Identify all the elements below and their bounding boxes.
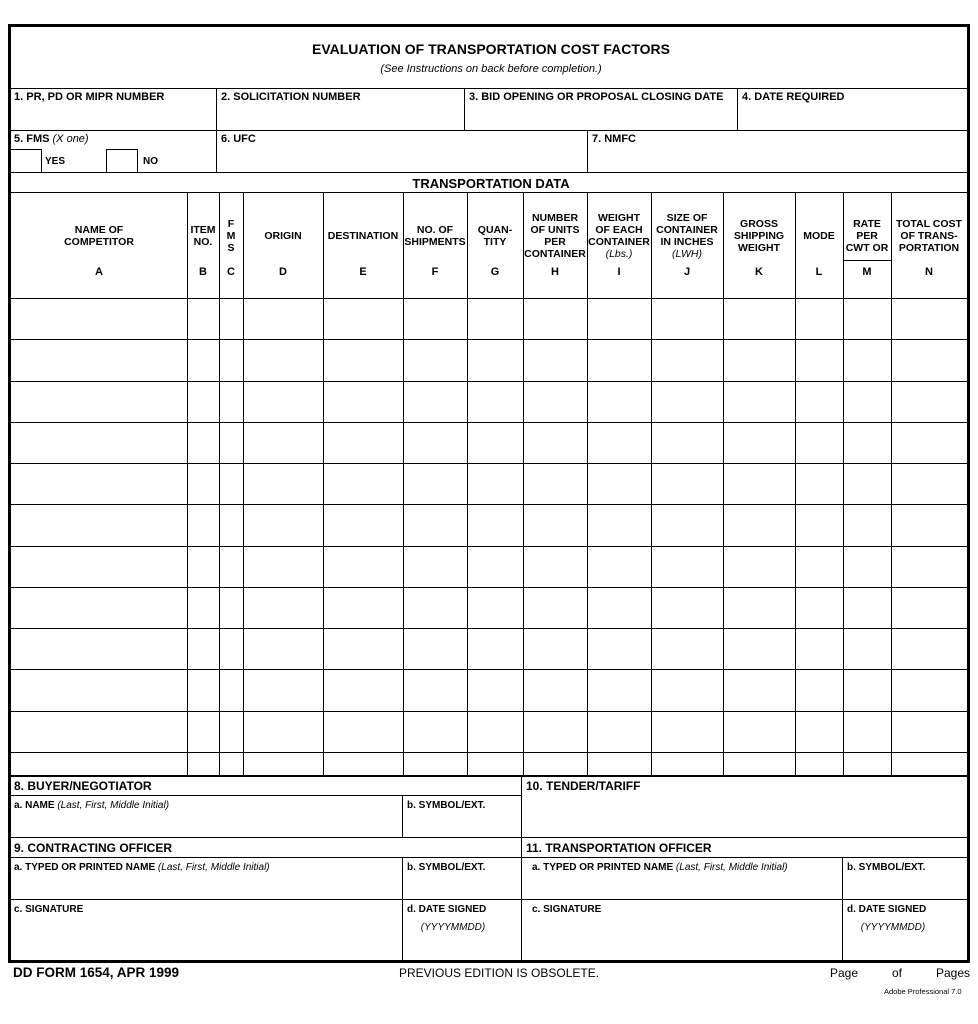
table-cell-j[interactable] bbox=[652, 670, 723, 710]
table-cell-k[interactable] bbox=[724, 505, 795, 545]
column-header-n bbox=[891, 218, 967, 254]
table-cell-j[interactable] bbox=[652, 423, 723, 463]
column-header-line: QUAN- bbox=[477, 224, 513, 236]
table-cell-h[interactable] bbox=[524, 299, 587, 339]
column-header-line: NUMBER bbox=[531, 212, 579, 224]
transport-name-field[interactable] bbox=[522, 875, 842, 899]
column-letter-l: L bbox=[815, 266, 823, 278]
pr-number-field[interactable] bbox=[11, 105, 216, 130]
table-cell-b[interactable] bbox=[188, 670, 219, 710]
transportation-data-table bbox=[11, 192, 967, 775]
section-title: TRANSPORTATION DATA bbox=[412, 176, 570, 191]
contracting-symbol-field[interactable] bbox=[403, 875, 521, 899]
table-cell-j[interactable] bbox=[652, 588, 723, 628]
table-cell-e[interactable] bbox=[324, 464, 403, 504]
column-header-line: WEIGHT bbox=[598, 212, 640, 224]
buyer-symbol-label: b. SYMBOL/EXT. bbox=[407, 800, 486, 811]
table-cell-j[interactable] bbox=[652, 382, 723, 422]
table-cell-b[interactable] bbox=[188, 588, 219, 628]
fms-yes-checkbox[interactable] bbox=[10, 149, 42, 173]
table-cell-a[interactable] bbox=[12, 670, 187, 710]
table-cell-a[interactable] bbox=[12, 464, 187, 504]
column-letter-c: C bbox=[227, 266, 235, 278]
table-cell-b[interactable] bbox=[188, 505, 219, 545]
table-cell-e[interactable] bbox=[324, 547, 403, 587]
table-cell-n[interactable] bbox=[892, 712, 967, 752]
table-cell-d[interactable] bbox=[244, 340, 323, 380]
column-header-line: CONTAINER bbox=[588, 236, 650, 248]
nmfc-field[interactable] bbox=[588, 147, 967, 172]
column-header-line: NO. OF bbox=[416, 224, 454, 236]
pr-number-label: 1. PR, PD OR MIPR NUMBER bbox=[14, 91, 165, 103]
table-cell-l[interactable] bbox=[796, 340, 843, 380]
table-cell-k[interactable] bbox=[724, 547, 795, 587]
transport-date-label: d. DATE SIGNED bbox=[847, 904, 927, 915]
column-letter-a: A bbox=[95, 266, 103, 278]
column-header-line: PER bbox=[856, 230, 878, 242]
table-cell-m[interactable] bbox=[844, 588, 891, 628]
column-header-c bbox=[219, 218, 243, 254]
table-cell-n[interactable] bbox=[892, 464, 967, 504]
table-cell-m[interactable] bbox=[844, 670, 891, 710]
table-cell-i[interactable] bbox=[588, 588, 651, 628]
column-header-line: S bbox=[227, 242, 235, 254]
table-cell-k[interactable] bbox=[724, 382, 795, 422]
column-letter-e: E bbox=[359, 266, 367, 278]
ufc-label: 6. UFC bbox=[221, 133, 256, 145]
table-cell-j[interactable] bbox=[652, 464, 723, 504]
table-cell-a[interactable] bbox=[12, 423, 187, 463]
table-cell-c[interactable] bbox=[220, 712, 243, 752]
table-cell-n[interactable] bbox=[892, 588, 967, 628]
tender-field[interactable] bbox=[522, 795, 967, 837]
edition-note: PREVIOUS EDITION IS OBSOLETE. bbox=[399, 966, 600, 980]
column-header-line: CONTAINER bbox=[656, 224, 718, 236]
table-cell-g[interactable] bbox=[468, 629, 523, 669]
column-header-line: RATE bbox=[853, 218, 881, 230]
buyer-name-label-text: a. NAME bbox=[14, 800, 55, 811]
table-cell-l[interactable] bbox=[796, 505, 843, 545]
column-header-l bbox=[795, 230, 843, 242]
column-header-line: M bbox=[226, 230, 236, 242]
column-letter-h: H bbox=[551, 266, 559, 278]
table-cell-l[interactable] bbox=[796, 588, 843, 628]
table-cell-j[interactable] bbox=[652, 299, 723, 339]
table-cell-f[interactable] bbox=[404, 299, 467, 339]
table-cell-i[interactable] bbox=[588, 712, 651, 752]
fms-yes-label: YES bbox=[45, 156, 66, 167]
contracting-name-field[interactable] bbox=[11, 875, 402, 899]
transport-date-field[interactable] bbox=[843, 937, 967, 962]
table-cell-d[interactable] bbox=[244, 670, 323, 710]
table-cell-m[interactable] bbox=[844, 712, 891, 752]
fms-label bbox=[14, 133, 89, 146]
transport-signature-label: c. SIGNATURE bbox=[532, 904, 602, 915]
table-cell-g[interactable] bbox=[468, 670, 523, 710]
table-cell-l[interactable] bbox=[796, 712, 843, 752]
column-header-k bbox=[723, 218, 795, 254]
buyer-symbol-field[interactable] bbox=[403, 813, 521, 837]
column-letter-d: D bbox=[279, 266, 287, 278]
table-cell-k[interactable] bbox=[724, 629, 795, 669]
table-cell-b[interactable] bbox=[188, 382, 219, 422]
table-cell-n[interactable] bbox=[892, 382, 967, 422]
transport-date-format: (YYYYMMDD) bbox=[860, 922, 926, 933]
software-note: Adobe Professional 7.0 bbox=[884, 987, 962, 996]
table-cell-d[interactable] bbox=[244, 382, 323, 422]
table-cell-h[interactable] bbox=[524, 340, 587, 380]
table-cell-e[interactable] bbox=[324, 423, 403, 463]
form-subtitle: (See Instructions on back before completion.) bbox=[380, 63, 602, 75]
column-header-line: SIZE OF bbox=[666, 212, 708, 224]
column-letter-n: N bbox=[925, 266, 933, 278]
column-header-line: ITEM bbox=[190, 224, 216, 236]
column-header-line: OF EACH bbox=[595, 224, 643, 236]
column-header-a bbox=[11, 224, 187, 248]
column-header-line: CONTAINER bbox=[524, 248, 586, 260]
table-cell-a[interactable] bbox=[12, 712, 187, 752]
table-cell-f[interactable] bbox=[404, 670, 467, 710]
column-header-m bbox=[843, 218, 891, 254]
table-cell-h[interactable] bbox=[524, 423, 587, 463]
bid-opening-label: 3. BID OPENING OR PROPOSAL CLOSING DATE bbox=[469, 91, 724, 103]
table-cell-g[interactable] bbox=[468, 423, 523, 463]
table-cell-c[interactable] bbox=[220, 423, 243, 463]
table-cell-n[interactable] bbox=[892, 753, 967, 793]
column-header-i bbox=[587, 212, 651, 260]
table-cell-c[interactable] bbox=[220, 340, 243, 380]
table-cell-d[interactable] bbox=[244, 712, 323, 752]
table-cell-k[interactable] bbox=[724, 670, 795, 710]
column-header-line: NO. bbox=[193, 236, 213, 248]
table-cell-b[interactable] bbox=[188, 299, 219, 339]
table-cell-c[interactable] bbox=[220, 464, 243, 504]
table-cell-e[interactable] bbox=[324, 299, 403, 339]
column-header-line: ORIGIN bbox=[264, 230, 302, 242]
column-header-line: F bbox=[227, 218, 235, 230]
pages-label: Pages bbox=[936, 966, 971, 980]
column-header-line: PORTATION bbox=[898, 242, 960, 254]
table-cell-e[interactable] bbox=[324, 712, 403, 752]
table-cell-e[interactable] bbox=[324, 629, 403, 669]
table-cell-l[interactable] bbox=[796, 423, 843, 463]
table-cell-g[interactable] bbox=[468, 588, 523, 628]
table-cell-j[interactable] bbox=[652, 753, 723, 793]
table-cell-i[interactable] bbox=[588, 670, 651, 710]
column-header-line: SHIPPING bbox=[733, 230, 785, 242]
table-cell-m[interactable] bbox=[844, 340, 891, 380]
table-cell-n[interactable] bbox=[892, 423, 967, 463]
column-header-line: PER bbox=[544, 236, 566, 248]
column-letter-b: B bbox=[199, 266, 207, 278]
column-letter-i: I bbox=[617, 266, 621, 278]
table-cell-j[interactable] bbox=[652, 629, 723, 669]
solicitation-number-label: 2. SOLICITATION NUMBER bbox=[221, 91, 361, 103]
table-cell-g[interactable] bbox=[468, 712, 523, 752]
table-cell-g[interactable] bbox=[468, 464, 523, 504]
table-cell-h[interactable] bbox=[524, 712, 587, 752]
contracting-date-format: (YYYYMMDD) bbox=[420, 922, 486, 933]
table-cell-j[interactable] bbox=[652, 712, 723, 752]
table-cell-c[interactable] bbox=[220, 299, 243, 339]
table-cell-f[interactable] bbox=[404, 423, 467, 463]
table-cell-k[interactable] bbox=[724, 340, 795, 380]
table-cell-e[interactable] bbox=[324, 670, 403, 710]
table-cell-j[interactable] bbox=[652, 340, 723, 380]
table-cell-k[interactable] bbox=[724, 423, 795, 463]
transport-name-label-text: a. TYPED OR PRINTED NAME bbox=[532, 862, 674, 873]
column-header-f bbox=[403, 224, 467, 248]
table-cell-b[interactable] bbox=[188, 753, 219, 793]
table-cell-l[interactable] bbox=[796, 629, 843, 669]
transport-name-note: (Last, First, Middle Initial) bbox=[675, 862, 788, 873]
table-cell-g[interactable] bbox=[468, 299, 523, 339]
table-cell-d[interactable] bbox=[244, 629, 323, 669]
table-cell-h[interactable] bbox=[524, 464, 587, 504]
buyer-name-label bbox=[14, 799, 169, 812]
table-cell-i[interactable] bbox=[588, 505, 651, 545]
table-cell-a[interactable] bbox=[12, 505, 187, 545]
table-cell-f[interactable] bbox=[404, 629, 467, 669]
table-cell-g[interactable] bbox=[468, 505, 523, 545]
contracting-name-label-text: a. TYPED OR PRINTED NAME bbox=[14, 862, 156, 873]
nmfc-label: 7. NMFC bbox=[592, 133, 636, 145]
table-cell-e[interactable] bbox=[324, 588, 403, 628]
contracting-symbol-label: b. SYMBOL/EXT. bbox=[407, 862, 486, 873]
table-cell-n[interactable] bbox=[892, 547, 967, 587]
table-cell-h[interactable] bbox=[524, 629, 587, 669]
table-cell-c[interactable] bbox=[220, 629, 243, 669]
table-cell-n[interactable] bbox=[892, 299, 967, 339]
buyer-name-field[interactable] bbox=[11, 813, 402, 837]
contracting-signature-field[interactable] bbox=[11, 917, 402, 962]
table-cell-h[interactable] bbox=[524, 547, 587, 587]
fms-no-label: NO bbox=[143, 156, 158, 167]
table-cell-h[interactable] bbox=[524, 588, 587, 628]
column-header-line: GROSS bbox=[740, 218, 778, 230]
transport-name-label bbox=[532, 861, 788, 874]
table-cell-a[interactable] bbox=[12, 629, 187, 669]
contracting-date-field[interactable] bbox=[403, 937, 521, 962]
table-cell-b[interactable] bbox=[188, 423, 219, 463]
table-cell-l[interactable] bbox=[796, 753, 843, 793]
column-letter-k: K bbox=[755, 266, 763, 278]
table-cell-e[interactable] bbox=[324, 753, 403, 793]
fms-no-checkbox[interactable] bbox=[106, 149, 138, 173]
table-cell-m[interactable] bbox=[844, 629, 891, 669]
column-letter-f: F bbox=[431, 266, 439, 278]
column-header-line: TOTAL COST bbox=[896, 218, 962, 230]
table-cell-b[interactable] bbox=[188, 464, 219, 504]
bid-opening-field[interactable] bbox=[465, 105, 737, 130]
column-header-h bbox=[523, 212, 587, 260]
tender-title: 10. TENDER/TARIFF bbox=[526, 779, 641, 793]
column-letter-m: M bbox=[862, 266, 872, 278]
table-cell-e[interactable] bbox=[324, 340, 403, 380]
table-cell-f[interactable] bbox=[404, 505, 467, 545]
column-header-line: CWT OR bbox=[845, 242, 889, 254]
column-header-e bbox=[323, 230, 403, 242]
table-cell-d[interactable] bbox=[244, 753, 323, 793]
table-cell-d[interactable] bbox=[244, 505, 323, 545]
table-cell-d[interactable] bbox=[244, 423, 323, 463]
table-cell-h[interactable] bbox=[524, 382, 587, 422]
date-required-field[interactable] bbox=[738, 105, 967, 130]
table-cell-a[interactable] bbox=[12, 588, 187, 628]
table-cell-k[interactable] bbox=[724, 712, 795, 752]
column-header-line: MODE bbox=[803, 230, 835, 242]
column-header-d bbox=[243, 230, 323, 242]
column-header-line: TITY bbox=[483, 236, 507, 248]
of-label: of bbox=[892, 966, 903, 980]
ufc-field[interactable] bbox=[217, 147, 587, 172]
table-cell-b[interactable] bbox=[188, 629, 219, 669]
table-cell-m[interactable] bbox=[844, 505, 891, 545]
table-cell-n[interactable] bbox=[892, 670, 967, 710]
table-cell-k[interactable] bbox=[724, 588, 795, 628]
table-cell-a[interactable] bbox=[12, 547, 187, 587]
table-cell-b[interactable] bbox=[188, 712, 219, 752]
contracting-name-note: (Last, First, Middle Initial) bbox=[157, 862, 270, 873]
contracting-officer-title: 9. CONTRACTING OFFICER bbox=[14, 841, 172, 855]
column-header-line: SHIPMENTS bbox=[404, 236, 466, 248]
contracting-name-label bbox=[14, 861, 270, 874]
table-cell-i[interactable] bbox=[588, 382, 651, 422]
table-cell-g[interactable] bbox=[468, 382, 523, 422]
buyer-name-note: (Last, First, Middle Initial) bbox=[57, 800, 170, 811]
table-cell-k[interactable] bbox=[724, 299, 795, 339]
table-cell-c[interactable] bbox=[220, 588, 243, 628]
table-cell-j[interactable] bbox=[652, 505, 723, 545]
table-cell-f[interactable] bbox=[404, 712, 467, 752]
table-cell-a[interactable] bbox=[12, 382, 187, 422]
table-cell-f[interactable] bbox=[404, 588, 467, 628]
column-header-b bbox=[187, 224, 219, 248]
form-id: DD FORM 1654, APR 1999 bbox=[13, 965, 180, 980]
contracting-signature-label: c. SIGNATURE bbox=[14, 904, 84, 915]
column-letter-j: J bbox=[683, 266, 691, 278]
table-cell-b[interactable] bbox=[188, 547, 219, 587]
table-cell-g[interactable] bbox=[468, 340, 523, 380]
column-header-line: DESTINATION bbox=[327, 230, 399, 242]
table-cell-m[interactable] bbox=[844, 753, 891, 793]
table-cell-k[interactable] bbox=[724, 753, 795, 793]
table-cell-n[interactable] bbox=[892, 340, 967, 380]
table-cell-h[interactable] bbox=[524, 505, 587, 545]
transport-symbol-label: b. SYMBOL/EXT. bbox=[847, 862, 926, 873]
table-cell-n[interactable] bbox=[892, 505, 967, 545]
page-label: Page bbox=[830, 966, 859, 980]
table-cell-l[interactable] bbox=[796, 547, 843, 587]
column-header-line: NAME OF bbox=[74, 224, 124, 236]
table-cell-n[interactable] bbox=[892, 629, 967, 669]
table-cell-a[interactable] bbox=[12, 299, 187, 339]
transportation-cost-form bbox=[8, 24, 970, 963]
table-cell-i[interactable] bbox=[588, 340, 651, 380]
table-cell-c[interactable] bbox=[220, 505, 243, 545]
transportation-officer-title: 11. TRANSPORTATION OFFICER bbox=[526, 841, 712, 855]
column-header-line: OF UNITS bbox=[530, 224, 580, 236]
table-cell-l[interactable] bbox=[796, 464, 843, 504]
table-cell-i[interactable] bbox=[588, 547, 651, 587]
transport-symbol-field[interactable] bbox=[843, 875, 967, 899]
form-title: EVALUATION OF TRANSPORTATION COST FACTORS bbox=[311, 41, 671, 57]
date-required-label: 4. DATE REQUIRED bbox=[742, 91, 845, 103]
table-cell-c[interactable] bbox=[220, 382, 243, 422]
table-cell-d[interactable] bbox=[244, 588, 323, 628]
column-header-line: OF TRANS- bbox=[900, 230, 958, 242]
table-cell-k[interactable] bbox=[724, 464, 795, 504]
table-cell-a[interactable] bbox=[12, 340, 187, 380]
buyer-title: 8. BUYER/NEGOTIATOR bbox=[14, 779, 152, 793]
transport-signature-field[interactable] bbox=[522, 917, 842, 962]
solicitation-number-field[interactable] bbox=[217, 105, 464, 130]
table-cell-i[interactable] bbox=[588, 423, 651, 463]
table-cell-d[interactable] bbox=[244, 299, 323, 339]
table-cell-m[interactable] bbox=[844, 423, 891, 463]
table-cell-f[interactable] bbox=[404, 340, 467, 380]
column-header-line: IN INCHES bbox=[660, 236, 714, 248]
column-letter-g: G bbox=[490, 266, 500, 278]
column-header-j bbox=[651, 212, 723, 260]
table-cell-c[interactable] bbox=[220, 670, 243, 710]
table-cell-b[interactable] bbox=[188, 340, 219, 380]
column-header-line: COMPETITOR bbox=[64, 236, 134, 248]
table-cell-g[interactable] bbox=[468, 753, 523, 793]
table-cell-h[interactable] bbox=[524, 670, 587, 710]
table-cell-f[interactable] bbox=[404, 464, 467, 504]
table-cell-j[interactable] bbox=[652, 547, 723, 587]
table-cell-g[interactable] bbox=[468, 547, 523, 587]
table-cell-i[interactable] bbox=[588, 629, 651, 669]
column-header-g bbox=[467, 224, 523, 248]
table-cell-c[interactable] bbox=[220, 547, 243, 587]
table-cell-l[interactable] bbox=[796, 299, 843, 339]
table-cell-d[interactable] bbox=[244, 547, 323, 587]
table-cell-e[interactable] bbox=[324, 505, 403, 545]
table-cell-d[interactable] bbox=[244, 464, 323, 504]
table-cell-f[interactable] bbox=[404, 753, 467, 793]
table-cell-m[interactable] bbox=[844, 299, 891, 339]
column-header-line: (LWH) bbox=[672, 248, 702, 260]
table-cell-e[interactable] bbox=[324, 382, 403, 422]
table-cell-i[interactable] bbox=[588, 464, 651, 504]
column-header-line: (Lbs.) bbox=[605, 248, 633, 260]
column-header-line: WEIGHT bbox=[738, 242, 780, 254]
table-cell-l[interactable] bbox=[796, 382, 843, 422]
table-cell-l[interactable] bbox=[796, 670, 843, 710]
contracting-date-label: d. DATE SIGNED bbox=[407, 904, 487, 915]
table-cell-m[interactable] bbox=[844, 547, 891, 587]
table-cell-m[interactable] bbox=[844, 464, 891, 504]
fms-note: (X one) bbox=[52, 133, 89, 145]
table-cell-m[interactable] bbox=[844, 382, 891, 422]
table-cell-c[interactable] bbox=[220, 753, 243, 793]
table-cell-i[interactable] bbox=[588, 299, 651, 339]
table-cell-f[interactable] bbox=[404, 547, 467, 587]
table-cell-f[interactable] bbox=[404, 382, 467, 422]
fms-label-text: 5. FMS bbox=[14, 133, 50, 145]
